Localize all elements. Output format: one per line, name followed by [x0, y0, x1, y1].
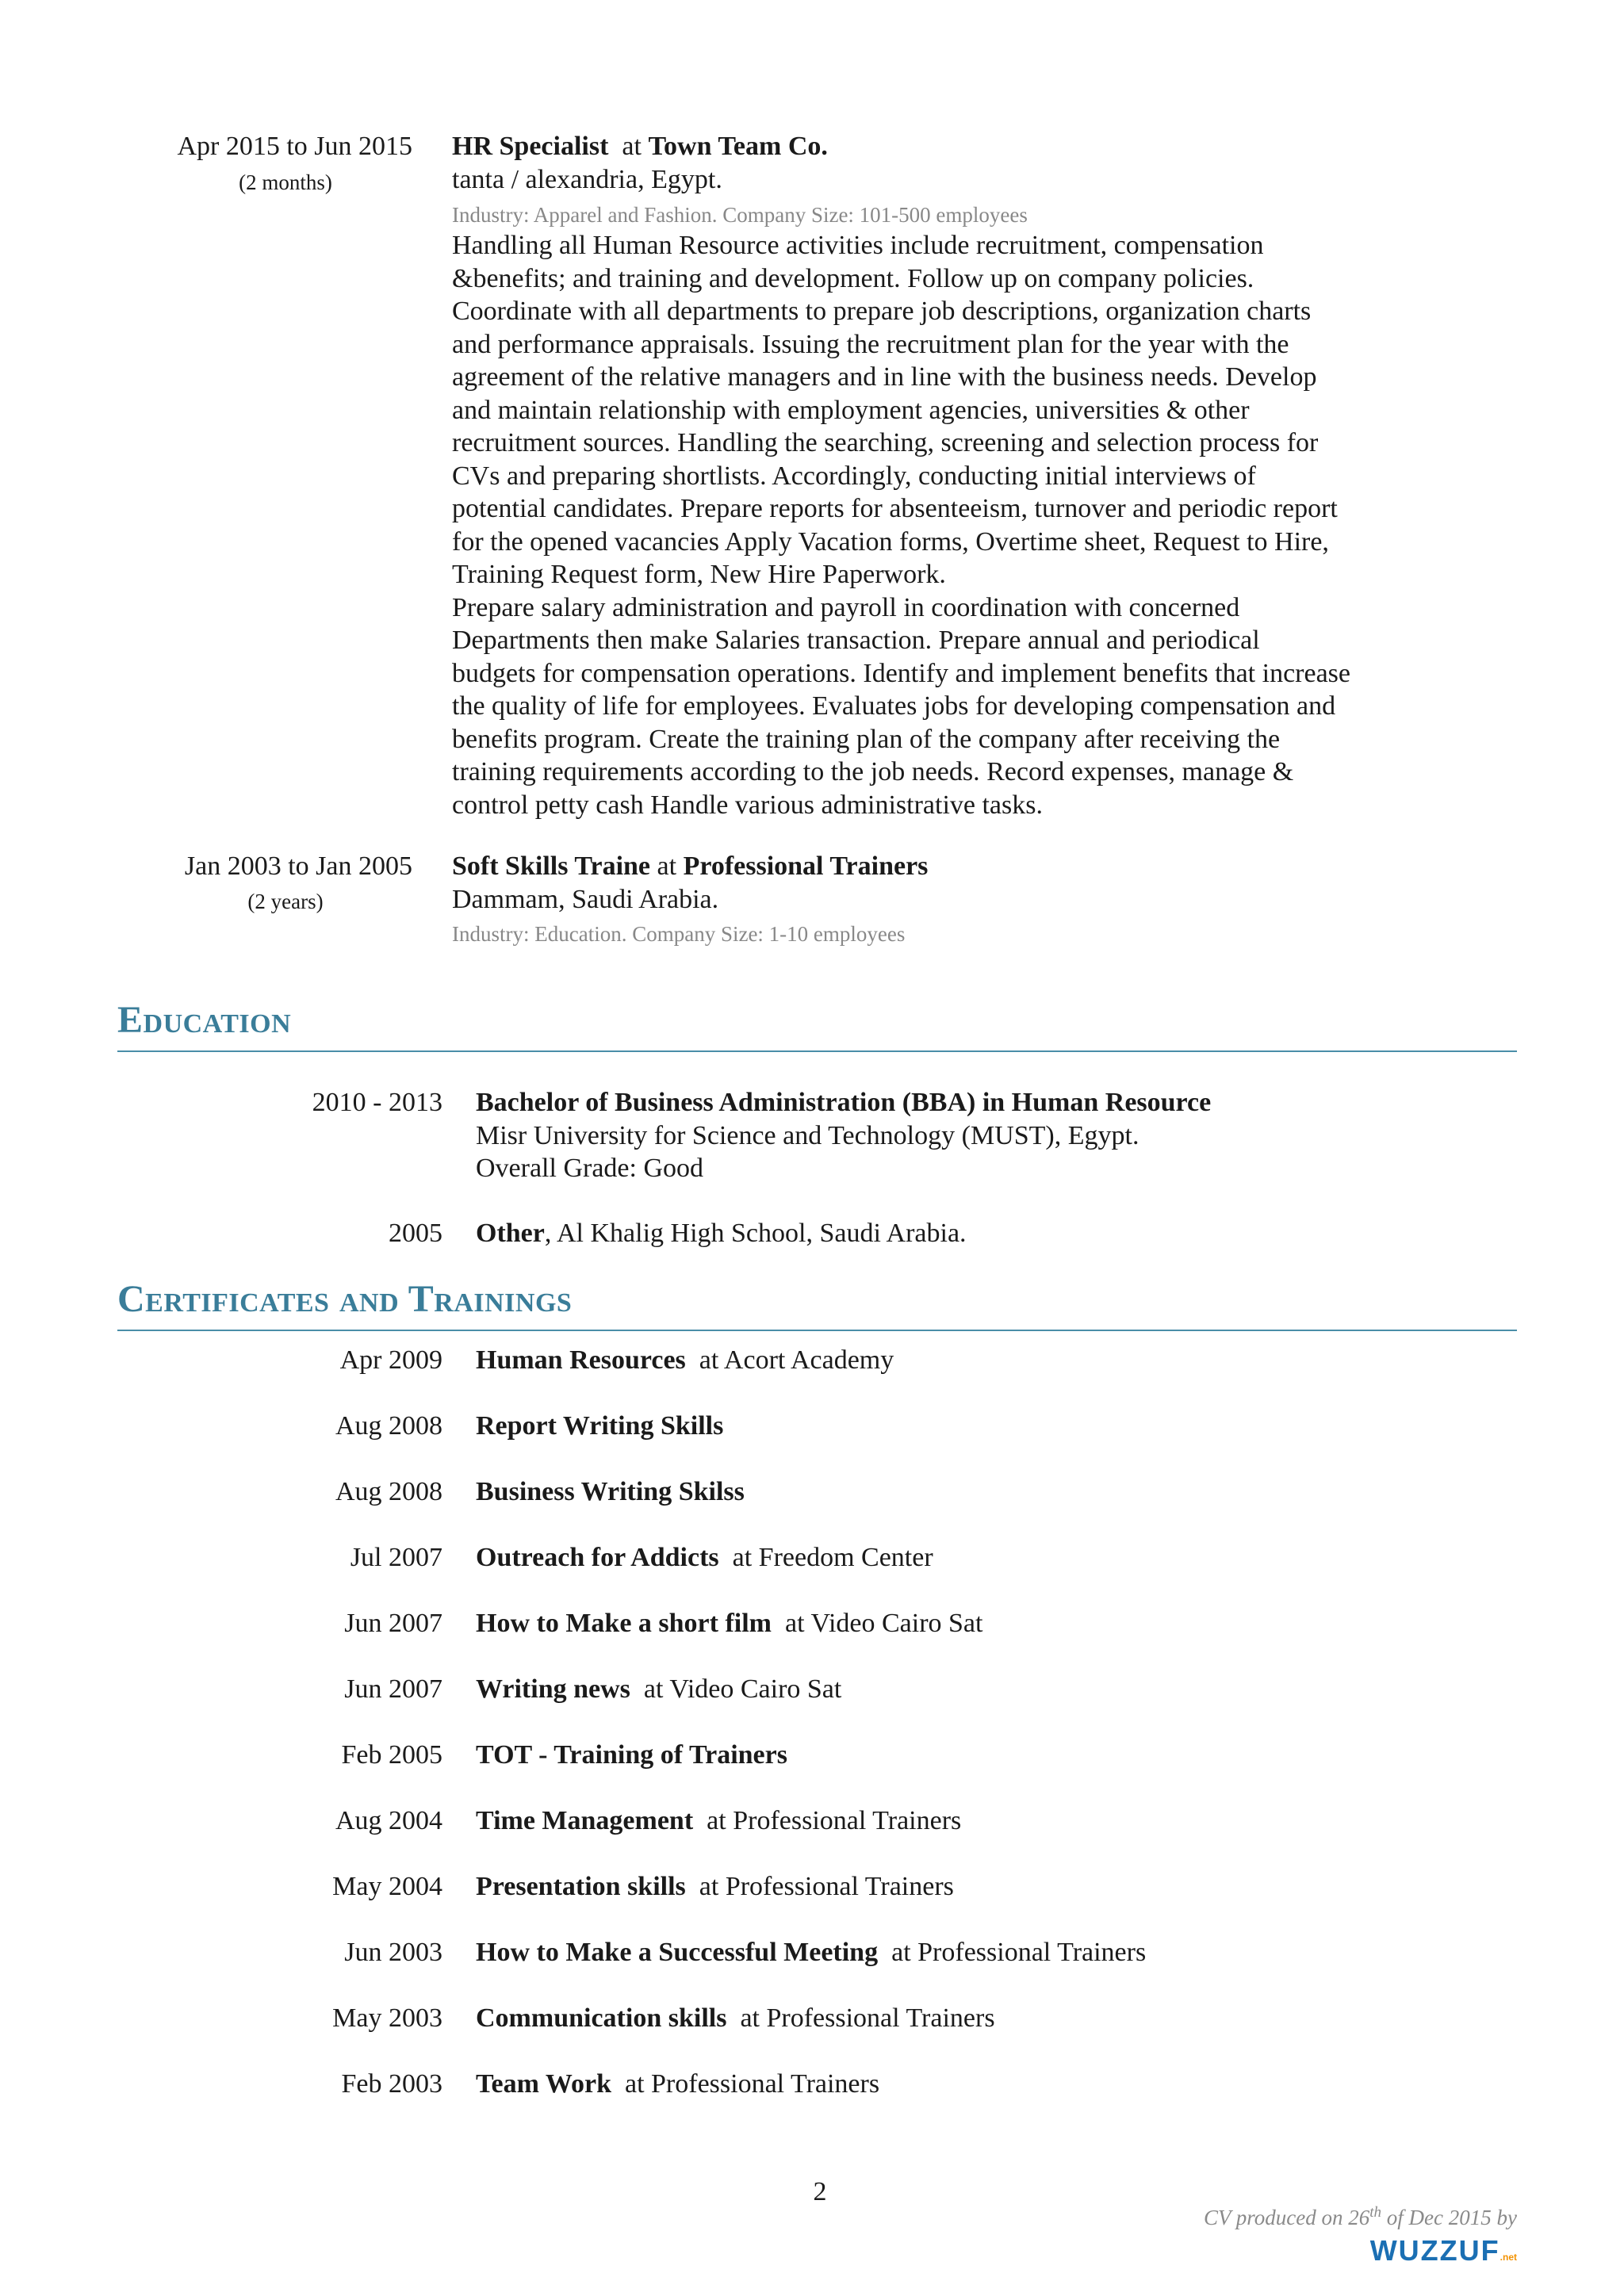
- certificate-item: [476, 1739, 1507, 1772]
- certificate-name: Writing news: [476, 1674, 630, 1704]
- certificate-item: [476, 1410, 1507, 1443]
- experience-2-title: Soft Skills Traine: [452, 851, 651, 881]
- certificate-item: [476, 1936, 1507, 1969]
- experience-1-location: tanta / alexandria, Egypt.: [452, 165, 722, 194]
- description-line: benefits program. Create the training plan of the company after receiving the: [452, 724, 1281, 754]
- certificate-name: How to Make a short film: [476, 1609, 772, 1638]
- education-2-school: , Al Khalig High School, Saudi Arabia.: [544, 1219, 967, 1248]
- certificate-org: at Professional Trainers: [624, 2069, 880, 2099]
- certificate-item: [476, 1344, 1507, 1377]
- certificate-org: at Professional Trainers: [707, 1806, 962, 1835]
- certificate-org: at Professional Trainers: [740, 2003, 995, 2033]
- experience-2-duration: (2 years): [247, 890, 324, 913]
- experience-1-description: [452, 229, 1507, 821]
- certificate-name: TOT - Training of Trainers: [476, 1740, 787, 1770]
- description-line: Prepare salary administration and payroll in coordination with concerned: [452, 592, 1240, 622]
- experience-1-heading: [452, 130, 1483, 163]
- certificate-date: Jul 2007: [350, 1543, 442, 1572]
- description-line: Training Request form, New Hire Paperwork.: [452, 560, 946, 589]
- certificate-name: Time Management: [476, 1806, 694, 1835]
- certificate-org: at Acort Academy: [699, 1345, 894, 1375]
- certificate-date: Jun 2007: [344, 1674, 442, 1704]
- education-1-grade: Overall Grade: Good: [476, 1154, 704, 1183]
- certificates-heading: Certificates and Trainings: [117, 1278, 573, 1320]
- certificate-name: Business Writing Skilss: [476, 1477, 745, 1506]
- certificate-name: Presentation skills: [476, 1872, 686, 1901]
- certificate-name: How to Make a Successful Meeting: [476, 1938, 879, 1967]
- description-line: training requirements according to the job needs. Record expenses, manage &: [452, 757, 1294, 786]
- description-line: and maintain relationship with employment agencies, universities & other: [452, 395, 1250, 425]
- experience-2-at: at: [657, 851, 677, 881]
- description-line: Coordinate with all departments to prepare job descriptions, organization charts: [452, 297, 1312, 326]
- education-1-degree-title: Bachelor of Business Administration (BBA) in Human Resource: [476, 1088, 1212, 1117]
- description-line: Departments then make Salaries transaction. Prepare annual and periodical: [452, 626, 1260, 655]
- description-line: CVs and preparing shortlists. Accordingly, conducting initial interviews of: [452, 461, 1256, 491]
- experience-1-duration: (2 months): [239, 170, 332, 194]
- certificate-date: Jun 2007: [344, 1609, 442, 1638]
- certificate-date: Feb 2003: [341, 2069, 442, 2099]
- certificate-name: Outreach for Addicts: [476, 1543, 719, 1572]
- certificate-item: [476, 1541, 1507, 1575]
- education-1-degree: [476, 1086, 1507, 1185]
- experience-2-location: Dammam, Saudi Arabia.: [452, 885, 719, 914]
- certificate-date: Aug 2004: [335, 1806, 442, 1835]
- experience-1-at: at: [622, 132, 642, 161]
- wuzzuf-logo: [1370, 2234, 1517, 2267]
- experience-1-company: Town Team Co.: [648, 132, 828, 161]
- experience-1-dates: Apr 2015 to Jun 2015: [177, 132, 412, 161]
- certificate-name: Human Resources: [476, 1345, 686, 1375]
- page-number: 2: [813, 2177, 827, 2206]
- experience-2-dates: Jan 2003 to Jan 2005: [184, 851, 412, 881]
- certificate-item: [476, 1804, 1507, 1838]
- logo-suffix: .net: [1500, 2252, 1517, 2263]
- education-1-years: 2010 - 2013: [312, 1088, 442, 1117]
- certificate-date: Feb 2005: [341, 1740, 442, 1770]
- education-1-school: Misr University for Science and Technology (MUST), Egypt.: [476, 1120, 1139, 1150]
- certificate-org: at Professional Trainers: [891, 1938, 1147, 1967]
- certificate-org: at Freedom Center: [732, 1543, 933, 1572]
- description-line: &benefits; and training and development. Follow up on company policies.: [452, 263, 1254, 293]
- certificate-item: [476, 2068, 1507, 2101]
- certificate-date: Apr 2009: [339, 1345, 442, 1375]
- experience-2-industry: Industry: Education. Company Size: 1-10 employees: [452, 922, 906, 946]
- certificate-date: May 2004: [332, 1872, 442, 1901]
- certificate-name: Communication skills: [476, 2003, 727, 2033]
- certificate-org: at Video Cairo Sat: [785, 1609, 983, 1638]
- certificate-item: [476, 1673, 1507, 1706]
- cv-produced-note: [1204, 2204, 1517, 2230]
- experience-1-title: HR Specialist: [452, 132, 609, 161]
- certificate-item: [476, 2002, 1507, 2035]
- certificates-divider: [117, 1330, 1517, 1331]
- description-line: the quality of life for employees. Evaluates jobs for developing compensation and: [452, 691, 1336, 721]
- description-line: recruitment sources. Handling the searching, screening and selection process for: [452, 428, 1319, 457]
- produced-sup: th: [1369, 2204, 1382, 2221]
- certificate-date: Jun 2003: [344, 1938, 442, 1967]
- certificate-org: at Professional Trainers: [699, 1872, 954, 1901]
- certificate-date: Aug 2008: [335, 1411, 442, 1441]
- certificate-org: at Video Cairo Sat: [643, 1674, 842, 1704]
- certificate-item: [476, 1475, 1507, 1509]
- description-line: control petty cash Handle various administrative tasks.: [452, 790, 1043, 820]
- education-2-years: 2005: [389, 1219, 442, 1248]
- logo-text: WUZZUF: [1369, 2234, 1500, 2267]
- certificate-item: [476, 1607, 1507, 1640]
- experience-2-company: Professional Trainers: [683, 851, 929, 881]
- certificate-date: Aug 2008: [335, 1477, 442, 1506]
- description-line: and performance appraisals. Issuing the recruitment plan for the year with the: [452, 329, 1289, 359]
- education-divider: [117, 1050, 1517, 1052]
- certificate-item: [476, 1870, 1507, 1904]
- description-line: for the opened vacancies Apply Vacation forms, Overtime sheet, Request to Hire,: [452, 526, 1329, 557]
- experience-1-industry: Industry: Apparel and Fashion. Company Size: 101-500 employees: [452, 203, 1028, 227]
- description-line: agreement of the relative managers and in line with the business needs. Develop: [452, 362, 1317, 392]
- description-line: Handling all Human Resource activities include recruitment, compensation: [452, 231, 1264, 260]
- education-2-degree: [476, 1217, 1507, 1250]
- education-heading: Education: [117, 999, 292, 1041]
- certificate-name: Report Writing Skills: [476, 1411, 724, 1441]
- produced-prefix: CV produced on 26: [1204, 2206, 1370, 2229]
- description-line: budgets for compensation operations. Identify and implement benefits that increase: [452, 658, 1350, 688]
- produced-suffix: of Dec 2015 by: [1381, 2206, 1517, 2229]
- experience-2-heading: [452, 850, 1483, 883]
- certificate-name: Team Work: [476, 2069, 611, 2099]
- certificate-date: May 2003: [332, 2003, 442, 2033]
- education-2-degree-title: Other: [476, 1219, 545, 1248]
- description-line: potential candidates. Prepare reports for absenteeism, turnover and periodic report: [452, 494, 1338, 523]
